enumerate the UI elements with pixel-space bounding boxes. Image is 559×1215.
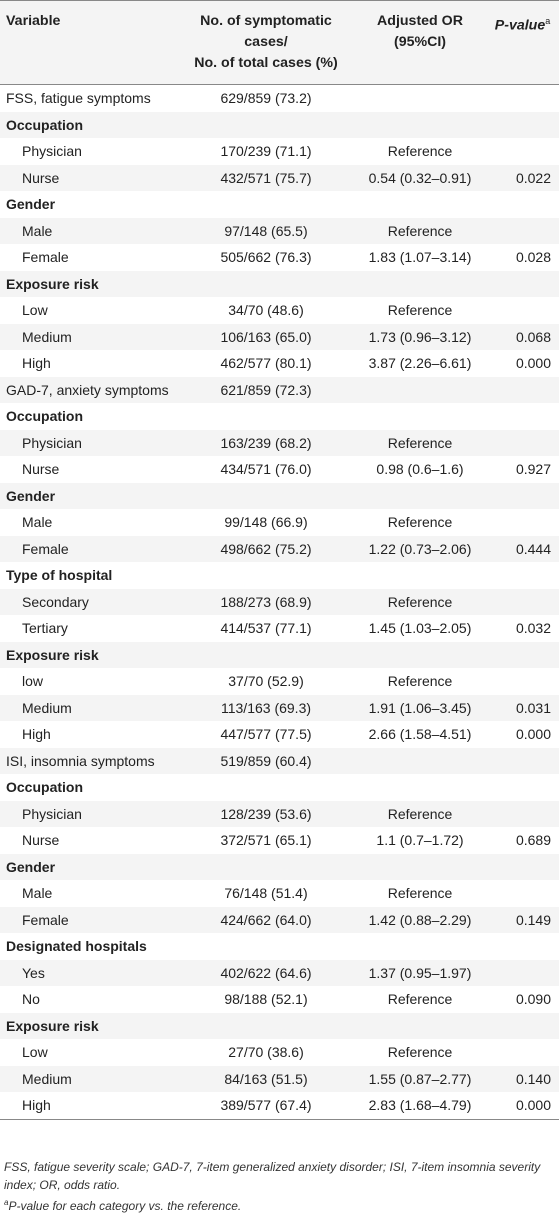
cell-count: 106/163 (65.0) [180,324,352,351]
cell-count: 170/239 (71.1) [220,143,312,159]
table-row [0,1066,559,1093]
cell-p-value: 0.000 [515,355,551,371]
header-or [352,1,488,85]
cell-p-value [488,880,559,907]
cell-adjusted-or: 1.1 (0.7–1.72) [376,832,464,848]
table-row [0,165,559,192]
cell-variable: Designated hospitals [6,938,147,954]
table-row [0,960,559,987]
table-row [0,1092,559,1119]
cell-p-value [488,668,559,695]
cell-variable: Exposure risk [0,642,180,669]
cell-count: 434/571 (76.0) [220,461,312,477]
cell-adjusted-or [352,854,488,881]
table-row [0,748,559,775]
cell-adjusted-or [352,774,488,801]
cell-count: 432/571 (75.7) [180,165,352,192]
cell-adjusted-or: Reference [352,430,488,457]
table-row [0,85,559,112]
cell-p-value [488,1039,559,1066]
cell-count: 163/239 (68.2) [180,430,352,457]
cell-adjusted-or: 1.83 (1.07–3.14) [368,249,472,265]
table-row [0,218,559,245]
header-p-label: P-value [494,17,546,34]
cell-adjusted-or: Reference [387,302,453,318]
table-row [0,377,559,404]
cell-variable: Type of hospital [6,567,113,583]
cell-p-value [488,271,559,298]
table-row [0,774,559,801]
cell-variable: Low [22,1044,48,1060]
cell-p-value [488,933,559,960]
cell-variable: Nurse [22,832,60,848]
cell-p-value [488,112,559,139]
cell-count [180,191,352,218]
cell-p-value: 0.028 [515,249,551,265]
cell-count: 414/537 (77.1) [220,620,312,636]
cell-variable: Gender [0,483,180,510]
cell-adjusted-or: 1.55 (0.87–2.77) [352,1066,488,1093]
header-variable: Variable [0,1,180,85]
cell-variable: Exposure risk [0,271,180,298]
cell-variable: Female [0,907,180,934]
cell-variable: Medium [0,695,180,722]
cell-p-value: 0.689 [515,832,551,848]
cell-p-value [488,403,559,430]
table-row [0,615,559,642]
cell-adjusted-or: 1.42 (0.88–2.29) [352,907,488,934]
cell-count: 188/273 (68.9) [180,589,352,616]
cell-variable: No [22,991,40,1007]
cell-p-value [488,297,559,324]
cell-variable: Female [22,249,69,265]
cell-adjusted-or [352,748,488,775]
cell-count: 27/70 (38.6) [228,1044,304,1060]
header-count [180,1,352,85]
cell-adjusted-or: 2.66 (1.58–4.51) [368,726,472,742]
cell-p-value: 0.000 [488,1092,559,1119]
cell-p-value [488,377,559,404]
cell-p-value [488,774,559,801]
table-row [0,1039,559,1066]
header-or-line2: (95%CI) [393,34,447,50]
cell-p-value: 0.927 [515,461,551,477]
table-row [0,721,559,748]
cell-count [180,271,352,298]
cell-p-value: 0.090 [515,991,551,1007]
table-row [0,271,559,298]
cell-p-value: 0.022 [488,165,559,192]
cell-count: 98/188 (52.1) [224,991,308,1007]
cell-adjusted-or: 3.87 (2.26–6.61) [368,355,472,371]
table-row [0,112,559,139]
cell-adjusted-or [352,1013,488,1040]
cell-adjusted-or [352,112,488,139]
cell-variable: Nurse [0,165,180,192]
cell-p-value: 0.032 [515,620,551,636]
cell-variable: Medium [0,324,180,351]
cell-p-value [488,85,559,112]
cell-count [180,403,352,430]
cell-count: 389/577 (67.4) [180,1092,352,1119]
cell-variable: High [22,355,51,371]
cell-count: 113/163 (69.3) [180,695,352,722]
cell-variable: High [22,726,51,742]
table-row [0,933,559,960]
cell-variable: FSS, fatigue symptoms [6,90,151,106]
cell-variable: Medium [0,1066,180,1093]
table-footnotes [0,1158,556,1215]
cell-variable: Secondary [0,589,180,616]
cell-p-value [488,589,559,616]
cell-p-value [488,562,559,589]
cell-count: 128/239 (53.6) [180,801,352,828]
header-p-value [488,1,559,85]
cell-count: 76/148 (51.4) [224,885,308,901]
cell-count: 629/859 (73.2) [220,90,312,106]
cell-variable: Exposure risk [0,1013,180,1040]
cell-count: 505/662 (76.3) [220,249,312,265]
cell-adjusted-or: 1.91 (1.06–3.45) [352,695,488,722]
cell-adjusted-or: 0.98 (0.6–1.6) [376,461,464,477]
cell-count [180,854,352,881]
cell-adjusted-or: 1.37 (0.95–1.97) [352,960,488,987]
cell-p-value [488,191,559,218]
cell-count [180,1013,352,1040]
table-row [0,642,559,669]
table-row [0,191,559,218]
cell-count [180,483,352,510]
table-row [0,668,559,695]
table-row [0,297,559,324]
cell-p-value: 0.000 [515,726,551,742]
cell-adjusted-or: Reference [387,514,453,530]
cell-count: 447/577 (77.5) [220,726,312,742]
cell-adjusted-or [352,191,488,218]
header-count-line1: No. of symptomatic cases/ [200,13,332,50]
table-row [0,854,559,881]
footnote-p-sup: a [4,1198,9,1207]
cell-p-value [488,218,559,245]
cell-variable: Nurse [22,461,60,477]
cell-adjusted-or [352,271,488,298]
table-row [0,138,559,165]
table-row [0,324,559,351]
cell-adjusted-or [352,933,488,960]
cell-count: 424/662 (64.0) [180,907,352,934]
cell-count: 372/571 (65.1) [220,832,312,848]
cell-adjusted-or: Reference [387,143,453,159]
cell-variable: Gender [0,854,180,881]
cell-p-value: 0.444 [488,536,559,563]
table-row [0,907,559,934]
cell-variable: Occupation [6,779,84,795]
footnote-abbreviations: FSS, fatigue severity scale; GAD-7, 7-item generalized anxiety disorder; ISI, 7-item insomnia severity index; OR, odds ratio. [4,1160,541,1192]
cell-variable: Male [22,885,53,901]
cell-adjusted-or [352,85,488,112]
cell-count: 519/859 (60.4) [180,748,352,775]
cell-count: 99/148 (66.9) [224,514,308,530]
table-row [0,589,559,616]
cell-adjusted-or: 2.83 (1.68–4.79) [352,1092,488,1119]
cell-variable: Physician [22,143,82,159]
cell-adjusted-or: Reference [352,801,488,828]
table-row [0,483,559,510]
cell-variable: ISI, insomnia symptoms [0,748,180,775]
cell-adjusted-or: Reference [352,589,488,616]
table-row [0,986,559,1013]
cell-variable: Male [0,218,180,245]
cell-adjusted-or: Reference [387,885,453,901]
cell-adjusted-or: 1.22 (0.73–2.06) [352,536,488,563]
cell-variable: Low [22,302,48,318]
cell-p-value [488,748,559,775]
cell-variable: Physician [0,430,180,457]
cell-variable: Gender [6,196,56,212]
header-or-line1: Adjusted OR [377,13,463,29]
cell-p-value [488,854,559,881]
cell-count: 34/70 (48.6) [228,302,304,318]
cell-count: 621/859 (72.3) [180,377,352,404]
cell-count [180,642,352,669]
cell-count: 84/163 (51.5) [180,1066,352,1093]
table-row [0,350,559,377]
table-row [0,827,559,854]
cell-variable: Yes [0,960,180,987]
cell-p-value: 0.140 [488,1066,559,1093]
cell-adjusted-or: 0.54 (0.32–0.91) [352,165,488,192]
table-row [0,562,559,589]
cell-count [180,562,352,589]
cell-count [180,933,352,960]
cell-p-value [488,960,559,987]
table-row [0,695,559,722]
cell-p-value: 0.068 [488,324,559,351]
cell-adjusted-or [352,403,488,430]
cell-variable: Occupation [6,408,84,424]
cell-p-value [488,483,559,510]
header-count-line2: No. of total cases (%) [194,55,338,71]
cell-count [180,112,352,139]
cell-count [180,774,352,801]
cell-variable: Female [0,536,180,563]
cell-variable: Physician [0,801,180,828]
table-body [0,85,559,1120]
cell-count: 462/577 (80.1) [220,355,312,371]
cell-count: 97/148 (65.5) [180,218,352,245]
cell-p-value [488,509,559,536]
cell-variable: low [22,673,44,689]
cell-variable: High [0,1092,180,1119]
cell-count: 402/622 (64.6) [180,960,352,987]
table-header [0,1,559,85]
cell-variable: GAD-7, anxiety symptoms [0,377,180,404]
cell-adjusted-or: Reference [387,673,453,689]
table-row [0,509,559,536]
cell-p-value [488,642,559,669]
cell-count: 498/662 (75.2) [180,536,352,563]
cell-adjusted-or [352,483,488,510]
cell-variable: Occupation [0,112,180,139]
footnote-p-text: P-value for each category vs. the reference. [8,1199,242,1213]
table-row [0,1013,559,1040]
cell-p-value [488,801,559,828]
cell-adjusted-or: 1.45 (1.03–2.05) [368,620,472,636]
table-row [0,430,559,457]
cell-adjusted-or: 1.73 (0.96–3.12) [352,324,488,351]
cell-adjusted-or [352,562,488,589]
cell-adjusted-or: Reference [387,991,453,1007]
table-row [0,244,559,271]
cell-adjusted-or: Reference [387,1044,453,1060]
cell-p-value [488,1013,559,1040]
cell-p-value [488,138,559,165]
table-row [0,403,559,430]
cell-adjusted-or [352,377,488,404]
table-row [0,880,559,907]
cell-adjusted-or: Reference [352,218,488,245]
cell-p-value: 0.149 [488,907,559,934]
cell-p-value: 0.031 [488,695,559,722]
cell-variable: Tertiary [22,620,68,636]
cell-variable: Male [22,514,53,530]
footnote-p-value [4,1194,556,1215]
table-row [0,536,559,563]
cell-p-value [488,430,559,457]
table-row [0,801,559,828]
cell-count: 37/70 (52.9) [228,673,304,689]
header-p-sup: a [545,16,551,26]
table-row [0,456,559,483]
cell-adjusted-or [352,642,488,669]
